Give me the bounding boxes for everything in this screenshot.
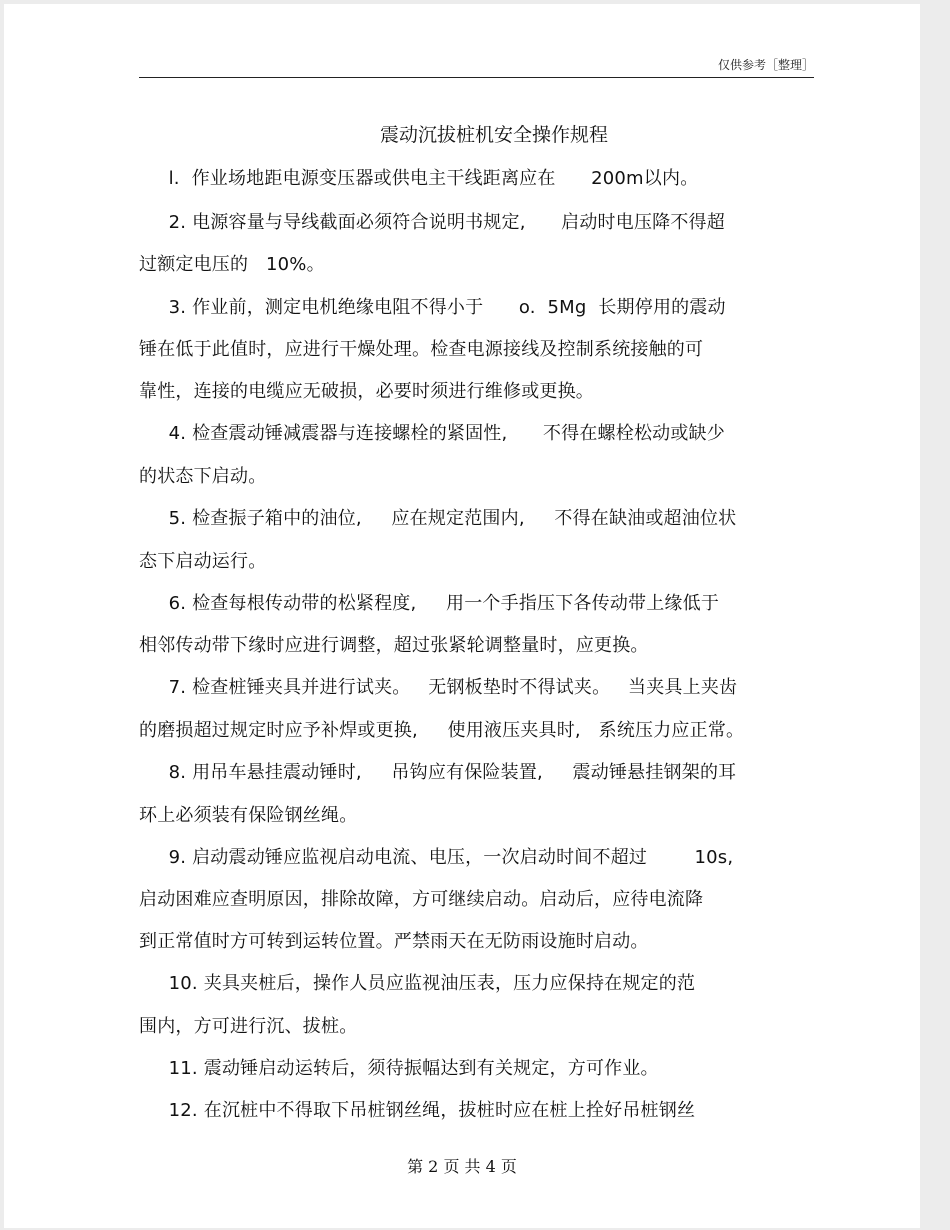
body-line: 3. 作业前，测定电机绝缘电阻不得小于 o. 5Mg 长期停用的震动 (139, 297, 726, 318)
header-divider (139, 77, 814, 78)
body-line: 7. 检查桩锤夹具并进行试夹。 无钢板垫时不得试夹。 当夹具上夹齿 (139, 677, 738, 698)
document-title: 震动沉拔桩机安全操作规程 (379, 124, 608, 146)
body-line: l. 作业场地距电源变压器或供电主干线距离应在 200m以内。 (139, 168, 699, 189)
body-line: 到正常值时方可转到运转位置。严禁雨天在无防雨设施时启动。 (139, 931, 649, 952)
body-line: 2. 电源容量与导线截面必须符合说明书规定, 启动时电压降不得超 (139, 212, 725, 233)
body-line: 8. 用吊车悬挂震动锤时, 吊钩应有保险装置, 震动锤悬挂钢架的耳 (139, 762, 737, 783)
body-line: 9. 启动震动锤应监视启动电流、电压，一次启动时间不超过 10s, (139, 847, 734, 868)
body-line: 靠性，连接的电缆应无破损，必要时须进行维修或更换。 (139, 381, 594, 402)
body-line: 12. 在沉桩中不得取下吊桩钢丝绳，拔桩时应在桩上拴好吊桩钢丝 (139, 1100, 696, 1121)
body-line: 环上必须装有保险钢丝绳。 (139, 805, 358, 826)
body-line: 围内，方可进行沉、拔桩。 (139, 1016, 358, 1037)
document-page (4, 4, 920, 1228)
body-line: 启动困难应查明原因，排除故障，方可继续启动。启动后，应待电流降 (139, 889, 704, 910)
body-line: 相邻传动带下缘时应进行调整，超过张紧轮调整量时，应更换。 (139, 635, 649, 656)
body-line: 态下启动运行。 (139, 551, 267, 572)
body-line: 11. 震动锤启动运转后，须待振幅达到有关规定，方可作业。 (139, 1058, 659, 1079)
body-line: 5. 检查振子箱中的油位, 应在规定范围内, 不得在缺油或超油位状 (139, 508, 737, 529)
body-line: 10. 夹具夹桩后，操作人员应监视油压表，压力应保持在规定的范 (139, 973, 696, 994)
page-header-note: 仅供参考［整理］ (717, 58, 814, 72)
body-line: 锤在低于此值时，应进行干燥处理。检查电源接线及控制系统接触的可 (139, 339, 704, 360)
body-line: 的状态下启动。 (139, 466, 267, 487)
page-number-footer: 第 2 页 共 4 页 (407, 1157, 517, 1176)
body-line: 过额定电压的 10%。 (139, 254, 325, 275)
body-line: 6. 检查每根传动带的松紧程度, 用一个手指压下各传动带上缘低于 (139, 593, 720, 614)
body-line: 4. 检查震动锤减震器与连接螺栓的紧固性, 不得在螺栓松动或缺少 (139, 423, 725, 444)
body-line: 的磨损超过规定时应予补焊或更换, 使用液压夹具时, 系统压力应正常。 (139, 720, 745, 741)
